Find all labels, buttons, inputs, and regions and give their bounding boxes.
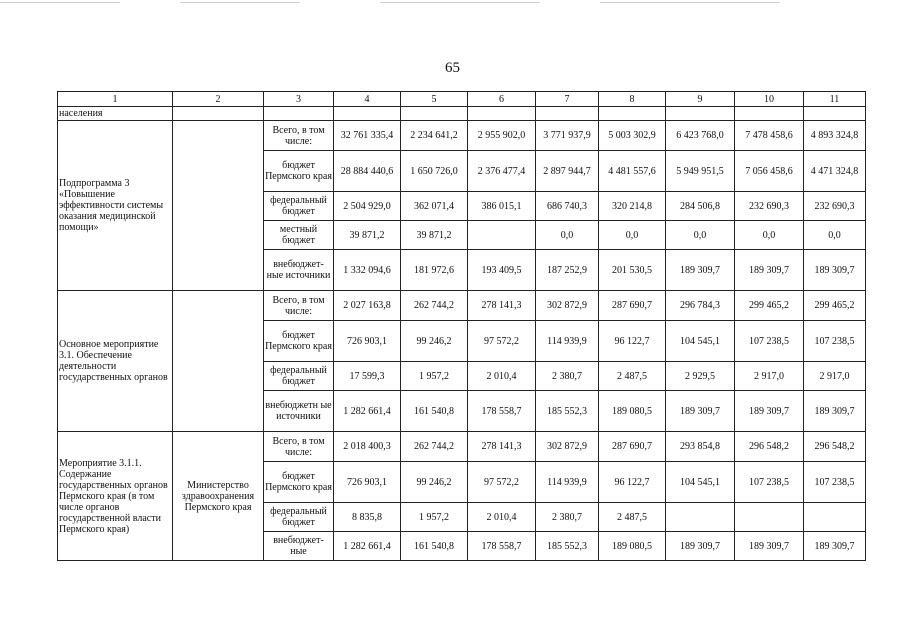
scan-edge-line — [600, 2, 780, 3]
funding-source: внебюджет-ные — [264, 532, 334, 561]
amount-cell: 189 309,7 — [735, 532, 804, 561]
amount-cell: 178 558,7 — [468, 391, 536, 432]
amount-cell — [804, 503, 866, 532]
funding-source: Всего, в том числе: — [264, 432, 334, 462]
funding-source: бюджет Пермского края — [264, 462, 334, 503]
amount-cell: 686 740,3 — [536, 192, 599, 221]
amount-cell: 107 238,5 — [804, 321, 866, 362]
column-number: 4 — [334, 92, 401, 107]
empty-cell — [334, 107, 401, 121]
amount-cell: 104 545,1 — [666, 321, 735, 362]
amount-cell: 299 465,2 — [804, 291, 866, 321]
funding-source: федеральный бюджет — [264, 192, 334, 221]
funding-source: местный бюджет — [264, 221, 334, 250]
empty-cell — [735, 107, 804, 121]
amount-cell: 161 540,8 — [401, 391, 468, 432]
amount-cell: 96 122,7 — [599, 462, 666, 503]
empty-cell — [666, 107, 735, 121]
amount-cell: 32 761 335,4 — [334, 121, 401, 151]
amount-cell: 28 884 440,6 — [334, 151, 401, 192]
amount-cell: 114 939,9 — [536, 321, 599, 362]
amount-cell: 232 690,3 — [804, 192, 866, 221]
amount-cell: 302 872,9 — [536, 291, 599, 321]
amount-cell: 278 141,3 — [468, 291, 536, 321]
amount-cell: 187 252,9 — [536, 250, 599, 291]
amount-cell: 2 897 944,7 — [536, 151, 599, 192]
funding-source: бюджет Пермского края — [264, 321, 334, 362]
amount-cell: 17 599,3 — [334, 362, 401, 391]
amount-cell: 7 056 458,6 — [735, 151, 804, 192]
amount-cell — [735, 503, 804, 532]
amount-cell: 39 871,2 — [401, 221, 468, 250]
amount-cell: 278 141,3 — [468, 432, 536, 462]
amount-cell: 1 332 094,6 — [334, 250, 401, 291]
amount-cell: 189 309,7 — [735, 391, 804, 432]
amount-cell: 726 903,1 — [334, 462, 401, 503]
amount-cell: 284 506,8 — [666, 192, 735, 221]
budget-table — [57, 91, 866, 561]
amount-cell: 726 903,1 — [334, 321, 401, 362]
funding-source: бюджет Пермского края — [264, 151, 334, 192]
amount-cell: 2 010,4 — [468, 362, 536, 391]
amount-cell: 362 071,4 — [401, 192, 468, 221]
scan-edge-line — [380, 2, 540, 3]
column-number: 9 — [666, 92, 735, 107]
amount-cell: 189 309,7 — [735, 250, 804, 291]
column-number: 5 — [401, 92, 468, 107]
amount-cell: 1 282 661,4 — [334, 532, 401, 561]
funding-source: федеральный бюджет — [264, 503, 334, 532]
amount-cell: 302 872,9 — [536, 432, 599, 462]
amount-cell: 2 027 163,8 — [334, 291, 401, 321]
amount-cell: 178 558,7 — [468, 532, 536, 561]
empty-cell — [264, 107, 334, 121]
funding-source: Всего, в том числе: — [264, 291, 334, 321]
empty-cell — [804, 107, 866, 121]
amount-cell: 4 893 324,8 — [804, 121, 866, 151]
amount-cell: 0,0 — [599, 221, 666, 250]
continuation-row — [58, 107, 866, 121]
amount-cell: 6 423 768,0 — [666, 121, 735, 151]
program-name: Основное мероприятие 3.1. Обеспечение деятельности государственных органов — [58, 291, 173, 432]
amount-cell: 107 238,5 — [735, 462, 804, 503]
amount-cell: 4 471 324,8 — [804, 151, 866, 192]
amount-cell: 189 309,7 — [804, 250, 866, 291]
amount-cell: 2 917,0 — [735, 362, 804, 391]
amount-cell: 96 122,7 — [599, 321, 666, 362]
amount-cell: 201 530,5 — [599, 250, 666, 291]
amount-cell: 232 690,3 — [735, 192, 804, 221]
amount-cell: 3 771 937,9 — [536, 121, 599, 151]
executor — [173, 291, 264, 432]
amount-cell: 0,0 — [735, 221, 804, 250]
amount-cell: 262 744,2 — [401, 291, 468, 321]
funding-source: внебюджетн ые источники — [264, 391, 334, 432]
amount-cell: 0,0 — [536, 221, 599, 250]
amount-cell — [468, 221, 536, 250]
continuation-text: населения — [58, 107, 173, 121]
amount-cell: 39 871,2 — [334, 221, 401, 250]
amount-cell: 0,0 — [666, 221, 735, 250]
amount-cell: 97 572,2 — [468, 321, 536, 362]
budget-row — [58, 432, 866, 462]
executor: Министерство здравоохранения Пермского края — [173, 432, 264, 561]
amount-cell: 296 548,2 — [804, 432, 866, 462]
scan-edge-line — [180, 2, 300, 3]
amount-cell: 2 376 477,4 — [468, 151, 536, 192]
column-number: 2 — [173, 92, 264, 107]
amount-cell: 189 309,7 — [666, 250, 735, 291]
column-number: 7 — [536, 92, 599, 107]
program-name: Мероприятие 3.1.1. Содержание государственных органов Пермского края (в том числе органов государственной власти Пермского края) — [58, 432, 173, 561]
budget-row — [58, 121, 866, 151]
amount-cell: 2 380,7 — [536, 503, 599, 532]
amount-cell: 320 214,8 — [599, 192, 666, 221]
amount-cell: 0,0 — [804, 221, 866, 250]
empty-cell — [401, 107, 468, 121]
amount-cell: 189 309,7 — [666, 532, 735, 561]
column-number: 6 — [468, 92, 536, 107]
amount-cell: 107 238,5 — [735, 321, 804, 362]
amount-cell: 2 504 929,0 — [334, 192, 401, 221]
amount-cell: 189 080,5 — [599, 391, 666, 432]
amount-cell: 2 018 400,3 — [334, 432, 401, 462]
amount-cell: 4 481 557,6 — [599, 151, 666, 192]
amount-cell: 2 487,5 — [599, 362, 666, 391]
column-number: 3 — [264, 92, 334, 107]
amount-cell: 2 010,4 — [468, 503, 536, 532]
column-number: 8 — [599, 92, 666, 107]
amount-cell: 2 487,5 — [599, 503, 666, 532]
amount-cell: 296 548,2 — [735, 432, 804, 462]
amount-cell: 97 572,2 — [468, 462, 536, 503]
budget-row — [58, 291, 866, 321]
amount-cell: 193 409,5 — [468, 250, 536, 291]
amount-cell: 114 939,9 — [536, 462, 599, 503]
amount-cell: 8 835,8 — [334, 503, 401, 532]
funding-source: внебюджет-ные источники — [264, 250, 334, 291]
amount-cell: 99 246,2 — [401, 321, 468, 362]
amount-cell: 299 465,2 — [735, 291, 804, 321]
amount-cell: 5 949 951,5 — [666, 151, 735, 192]
amount-cell: 1 282 661,4 — [334, 391, 401, 432]
amount-cell: 386 015,1 — [468, 192, 536, 221]
amount-cell: 1 957,2 — [401, 503, 468, 532]
empty-cell — [536, 107, 599, 121]
amount-cell: 185 552,3 — [536, 532, 599, 561]
amount-cell: 2 380,7 — [536, 362, 599, 391]
amount-cell: 2 955 902,0 — [468, 121, 536, 151]
executor — [173, 121, 264, 291]
empty-cell — [173, 107, 264, 121]
amount-cell: 189 080,5 — [599, 532, 666, 561]
amount-cell: 2 234 641,2 — [401, 121, 468, 151]
amount-cell: 181 972,6 — [401, 250, 468, 291]
amount-cell: 7 478 458,6 — [735, 121, 804, 151]
amount-cell: 1 650 726,0 — [401, 151, 468, 192]
amount-cell: 5 003 302,9 — [599, 121, 666, 151]
program-name: Подпрограмма 3 «Повышение эффективности системы оказания медицинской помощи» — [58, 121, 173, 291]
amount-cell: 189 309,7 — [666, 391, 735, 432]
amount-cell: 293 854,8 — [666, 432, 735, 462]
amount-cell: 1 957,2 — [401, 362, 468, 391]
column-number: 11 — [804, 92, 866, 107]
amount-cell: 2 929,5 — [666, 362, 735, 391]
amount-cell: 287 690,7 — [599, 291, 666, 321]
amount-cell — [666, 503, 735, 532]
amount-cell: 99 246,2 — [401, 462, 468, 503]
column-number: 1 — [58, 92, 173, 107]
amount-cell: 262 744,2 — [401, 432, 468, 462]
scan-edge-line — [0, 2, 120, 3]
funding-source: федеральный бюджет — [264, 362, 334, 391]
empty-cell — [599, 107, 666, 121]
amount-cell: 161 540,8 — [401, 532, 468, 561]
amount-cell: 189 309,7 — [804, 532, 866, 561]
amount-cell: 107 238,5 — [804, 462, 866, 503]
empty-cell — [468, 107, 536, 121]
amount-cell: 104 545,1 — [666, 462, 735, 503]
amount-cell: 189 309,7 — [804, 391, 866, 432]
page-number: 65 — [445, 60, 460, 76]
amount-cell: 185 552,3 — [536, 391, 599, 432]
amount-cell: 296 784,3 — [666, 291, 735, 321]
amount-cell: 287 690,7 — [599, 432, 666, 462]
column-number-row — [58, 92, 866, 107]
amount-cell: 2 917,0 — [804, 362, 866, 391]
column-number: 10 — [735, 92, 804, 107]
funding-source: Всего, в том числе: — [264, 121, 334, 151]
